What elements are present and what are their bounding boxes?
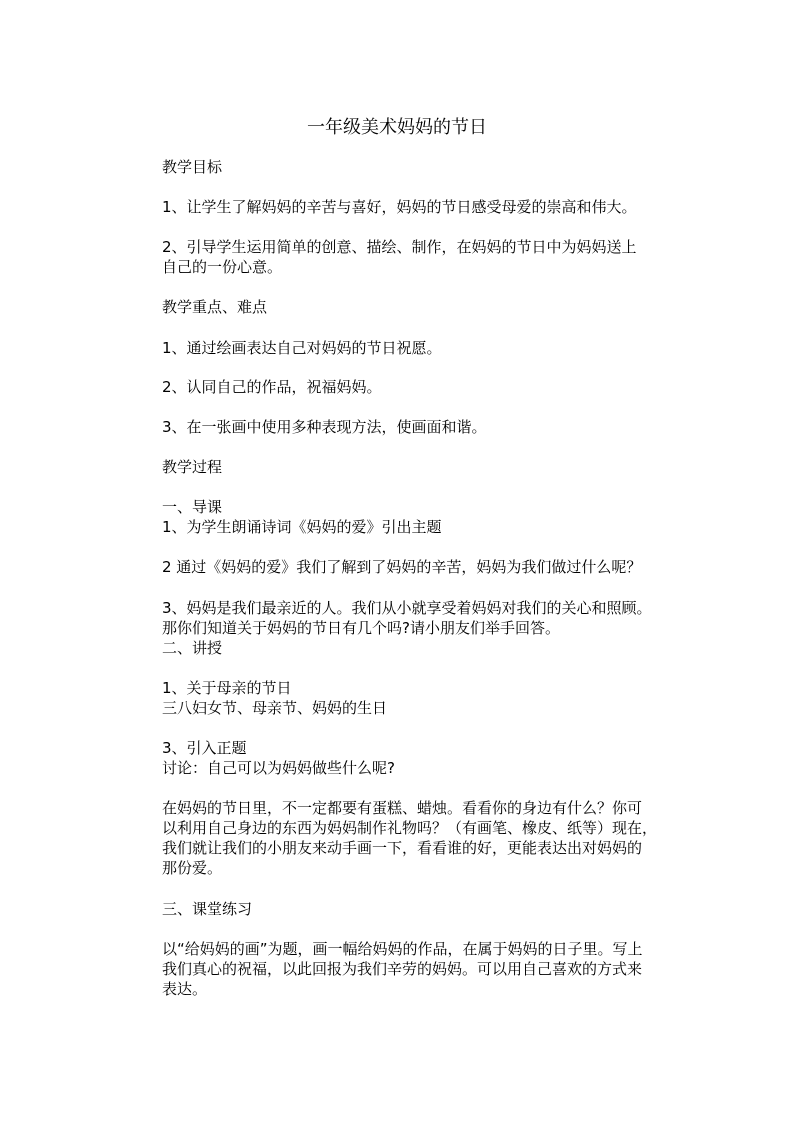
objective-2-cont: 自己的一份心意。 — [162, 258, 283, 276]
intro-step-2: 2 通过《妈妈的爱》我们了解到了妈妈的辛苦，妈妈为我们做过什么呢？ — [162, 558, 642, 576]
objective-1: 1、让学生了解妈妈的辛苦与喜好，妈妈的节日感受母爱的崇高和伟大。 — [162, 198, 637, 216]
intro-step-1: 1、为学生朗诵诗词《妈妈的爱》引出主题 — [162, 518, 442, 536]
paragraph-1-line-4: 那份爱。 — [162, 859, 223, 877]
key-point-3: 3、在一张画中使用多种表现方法，使画面和谐。 — [162, 418, 487, 436]
subheading-teaching: 二、讲授 — [162, 639, 223, 657]
practice-line-2: 我们真心的祝福，以此回报为我们辛劳的妈妈。可以用自己喜欢的方式来 — [162, 960, 643, 978]
section-heading-objectives: 教学目标 — [162, 158, 223, 176]
teaching-discussion: 讨论：自己可以为妈妈做些什么呢? — [162, 759, 395, 777]
document-title: 一年级美术妈妈的节日 — [307, 117, 487, 138]
practice-line-1: 以“给妈妈的画”为题，画一幅给妈妈的作品，在属于妈妈的日子里。写上 — [162, 940, 643, 958]
paragraph-1-line-3: 我们就让我们的小朋友来动手画一下，看看谁的好，更能表达出对妈妈的 — [162, 839, 643, 857]
practice-line-3: 表达。 — [162, 980, 208, 998]
key-point-1: 1、通过绘画表达自己对妈妈的节日祝愿。 — [162, 339, 442, 357]
section-heading-key-points: 教学重点、难点 — [162, 298, 268, 316]
objective-2: 2、引导学生运用简单的创意、描绘、制作，在妈妈的节日中为妈妈送上 — [162, 238, 637, 256]
section-heading-process: 教学过程 — [162, 458, 223, 476]
teaching-step-3: 3、引入正题 — [162, 739, 247, 757]
teaching-step-1: 1、关于母亲的节日 — [162, 679, 292, 697]
subheading-intro: 一、导课 — [162, 498, 223, 516]
paragraph-1-line-1: 在妈妈的节日里，不一定都要有蛋糕、蜡烛。看看你的身边有什么？你可 — [162, 799, 643, 817]
intro-step-3-cont: 那你们知道关于妈妈的节日有几个吗?请小朋友们举手回答。 — [162, 619, 560, 637]
intro-step-3: 3、妈妈是我们最亲近的人。我们从小就享受着妈妈对我们的关心和照顾。 — [162, 599, 652, 617]
paragraph-1-line-2: 以利用自己身边的东西为妈妈制作礼物吗？（有画笔、橡皮、纸等）现在， — [162, 819, 658, 837]
key-point-2: 2、认同自己的作品，祝福妈妈。 — [162, 378, 382, 396]
teaching-step-1-cont: 三八妇女节、母亲节、妈妈的生日 — [162, 699, 388, 717]
section-heading-practice: 三、课堂练习 — [162, 900, 253, 918]
